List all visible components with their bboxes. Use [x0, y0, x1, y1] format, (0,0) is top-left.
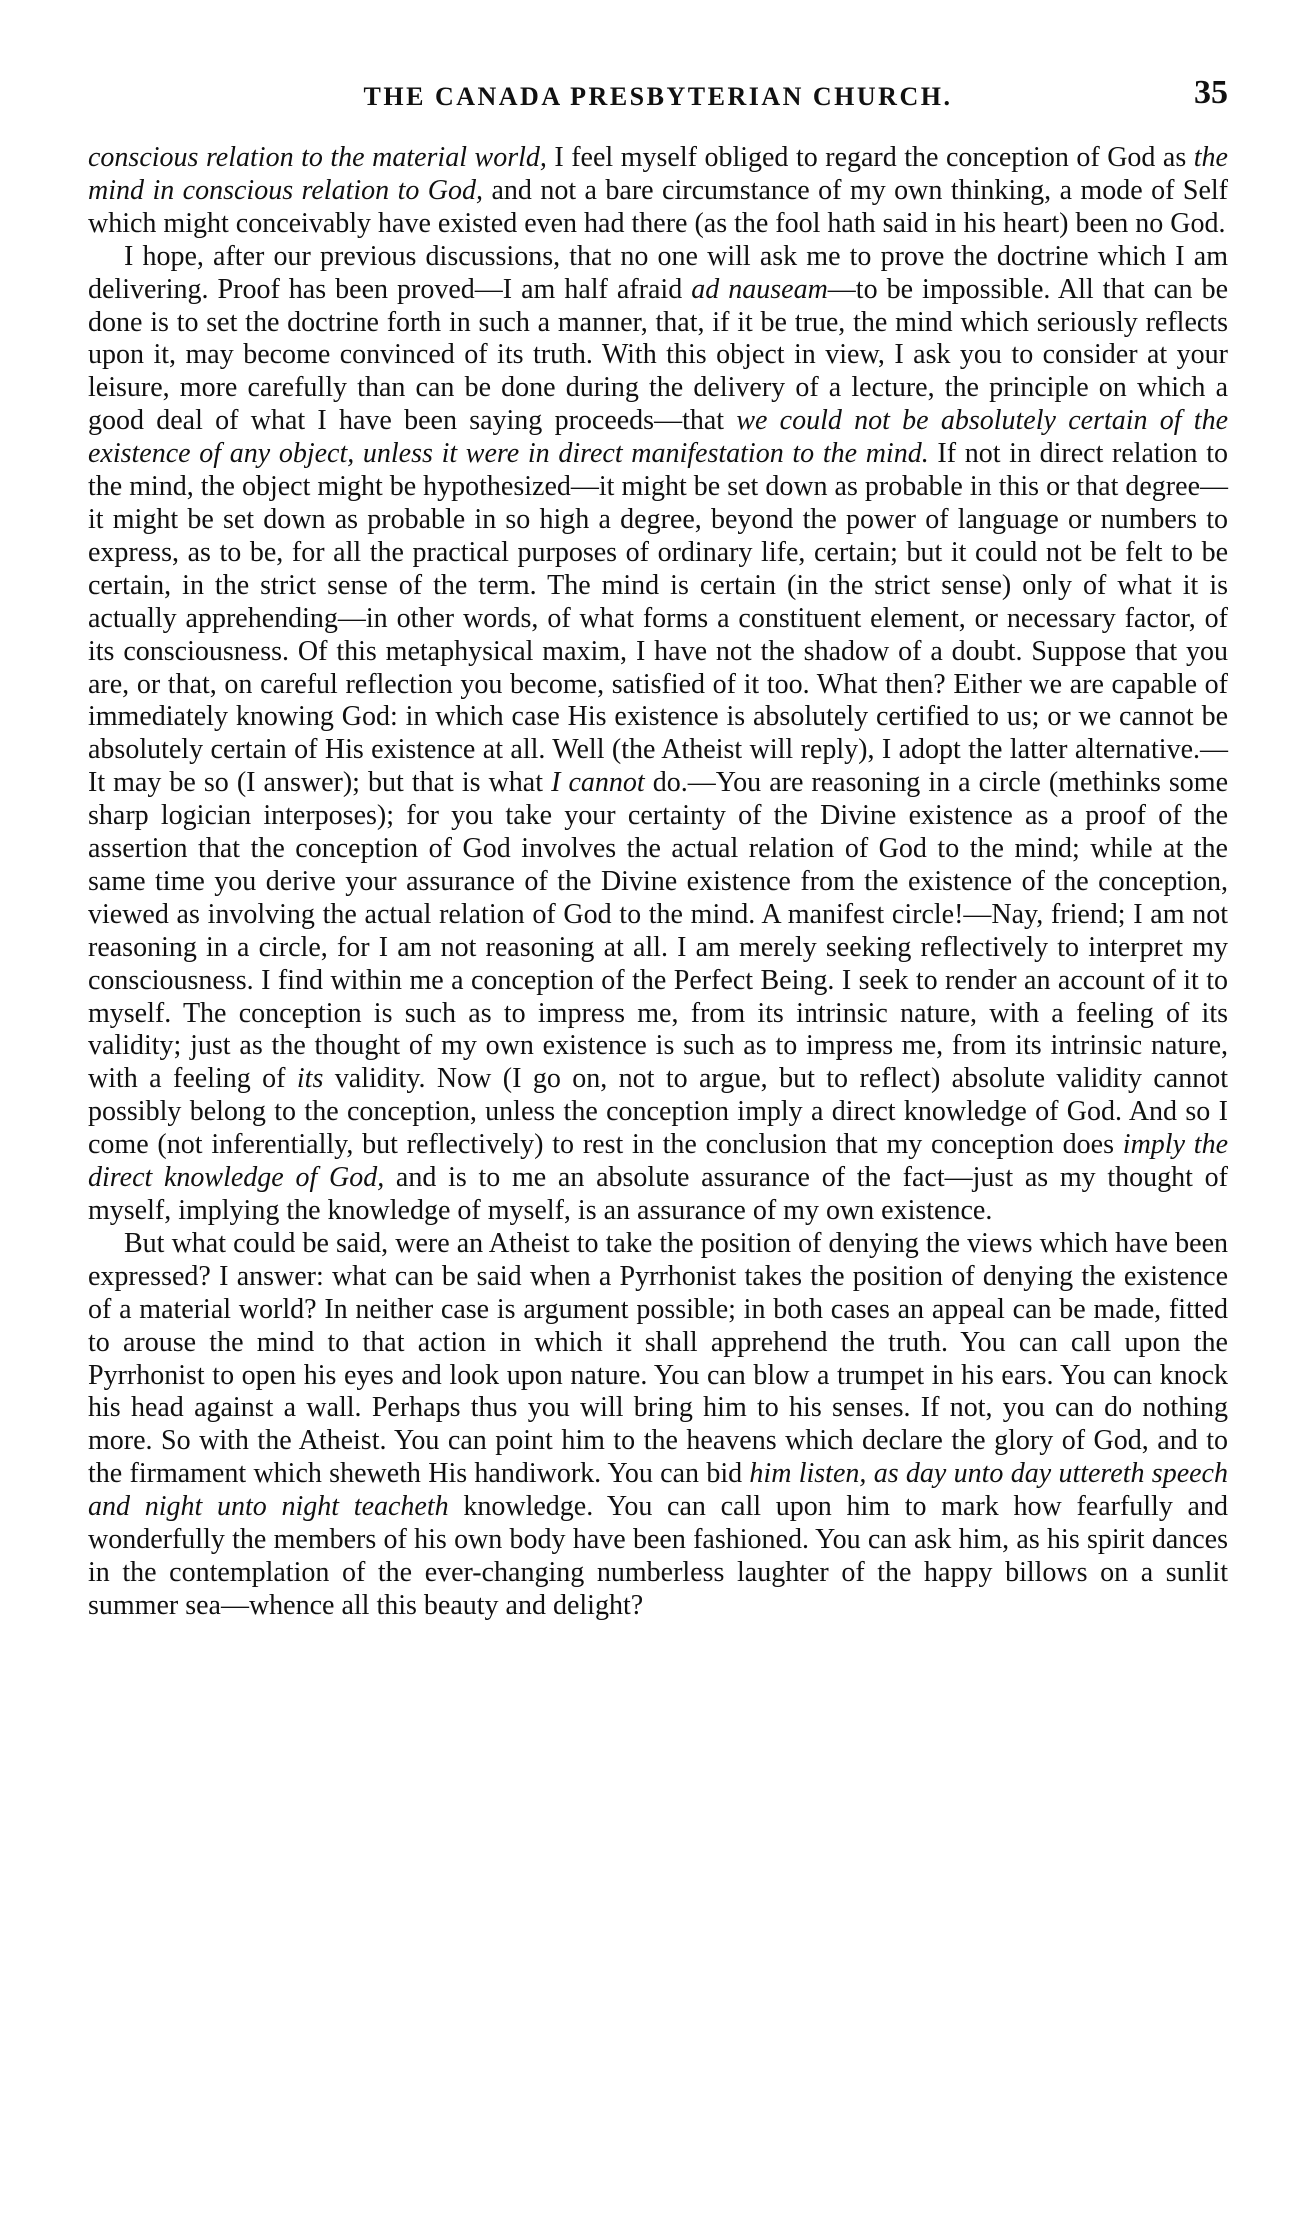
text-run: and is to me an absolute assurance of the fact—just as my thought of myself, implying the knowledge of myself, is an assurance of my own existence.	[88, 1162, 1228, 1226]
text-run: I hope, after our previous discussions, that no one will ask me to prove the doctrine which I am delivering. Proof has been proved—I am half afraid	[88, 240, 1228, 305]
running-title: THE CANADA PRESBYTERIAN CHURCH.	[363, 82, 953, 111]
paragraph-3	[88, 1228, 1228, 1623]
italic-text-run: imply the direct knowledge of God,	[88, 1129, 1228, 1194]
text-run: I feel myself obliged to regard the conception of God as	[546, 142, 1194, 173]
italic-text-run: its	[296, 1063, 324, 1095]
text-run: If not in direct relation to the mind, the object might be hypothesized—it might be set down as probable in this or that degree—it might be set down as probable in so high a degree, beyond the power of language or numbers to express, as to be, for all the practical purposes of ordinary life, certain; but it could not be felt to be certain, in the strict sense of the term. The mind is certain (in the strict sense) only of what it is actually apprehending—in other words, of what forms a constituent element, or necessary factor, of its consciousness. Of this metaphysical maxim, I have not the shadow of a doubt. Suppose that you are, or that, on careful reflection you become, satisfied of it too. What then? Either we are capable of immediately knowing God: in which case His existence is absolutely certified to us; or we cannot be absolutely certain of His existence at all. Well (the Atheist will reply), I adopt the latter alternative.—It may be so (I answer); but that is what	[88, 438, 1228, 799]
italic-text-run: I cannot	[551, 767, 645, 799]
text-run: —to be impossible. All that can be done is to set the doctrine forth in such a manner, that, if it be true, the mind which seriously reflects upon it, may become convinced of its truth. With this object in view, I ask you to consider at your leisure, more carefully than can be done during the delivery of a lecture, the principle on which a good deal of what I have been saying proceeds—that	[88, 273, 1228, 437]
paragraph-2	[88, 241, 1228, 1228]
italic-text-run: the mind in conscious relation to God,	[88, 142, 1228, 206]
paragraph-1	[88, 142, 1228, 241]
italic-text-run: conscious relation to the material world,	[88, 142, 547, 173]
text-run: do.—You are reasoning in a circle (methinks some sharp logician interposes); for you take your certainty of the Divine existence as a proof of the assertion that the conception of God involves the actual relation of God to the mind; while at the same time you derive your assurance of the Divine existence from the existence of the conception, viewed as involving the actual relation of God to the mind. A manifest circle!—Nay, friend; I am not reasoning in a circle, for I am not reasoning at all. I am merely seeking reflectively to interpret my consciousness. I find within me a conception of the Perfect Being. I seek to render an account of it to myself. The conception is such as to impress me, from its intrinsic nature, with a feeling of its validity; just as the thought of my own existence is such as to impress me, from its intrinsic nature, with a feeling of	[88, 767, 1229, 1095]
text-run: and not a bare circumstance of my own thinking, a mode of Self which might conceivably have existed even had there (as the fool hath said in his heart) been no God.	[88, 174, 1228, 239]
text-run: But what could be said, were an Atheist to take the position of denying the views which have been expressed? I answer: what can be said when a Pyrrhonist takes the position of denying the existence of a material world? In neither case is argument possible; in both cases an appeal can be made, fitted to arouse the mind to that action in which it shall apprehend the truth. You can call upon the Pyrrhonist to open his eyes and look upon nature. You can blow a trumpet in his ears. You can knock his head against a wall. Perhaps thus you will bring him to his senses. If not, you can do nothing more. So with the Atheist. You can point him to the heavens which declare the glory of God, and to the firmament which sheweth His handiwork. You can bid	[88, 1227, 1228, 1490]
italic-text-run: him listen, as day unto day uttereth speech and night unto night teacheth	[88, 1458, 1228, 1523]
page-number: 35	[1194, 74, 1228, 111]
book-page	[88, 74, 1228, 1623]
text-run: validity. Now (I go on, not to argue, but to reflect) absolute validity cannot possibly belong to the conception, unless the conception imply a direct knowledge of God. And so I come (not inferentially, but reflectively) to rest in the conclusion that my conception does	[88, 1063, 1228, 1161]
body-text	[88, 142, 1228, 1623]
text-run: knowledge. You can call upon him to mark how fearfully and wonderfully the members of his own body have been fashioned. You can ask him, as his spirit dances in the contemplation of the ever-changing numberless laughter of the happy billows on a sunlit summer sea—whence all this beauty and delight?	[88, 1491, 1228, 1621]
italic-text-run: we could not be absolutely certain of the existence of any object, unless it were in direct manifestation to the mind.	[88, 405, 1229, 470]
running-head	[88, 74, 1228, 126]
italic-text-run: ad nauseam	[691, 273, 828, 305]
